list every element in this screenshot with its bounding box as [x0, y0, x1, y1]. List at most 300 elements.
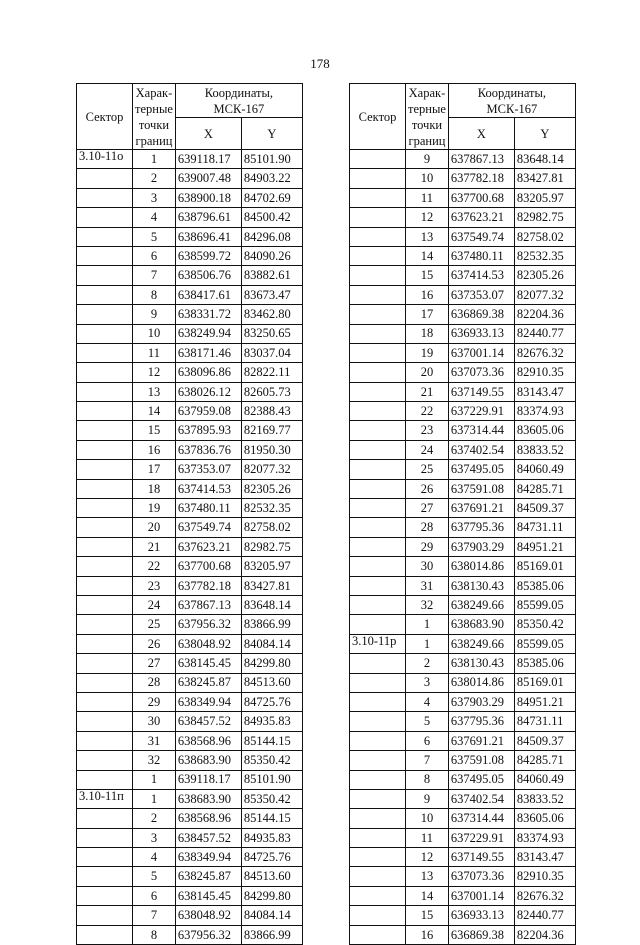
x-coordinate-cell: 637495.05 [448, 770, 514, 789]
table-row [77, 537, 303, 556]
x-coordinate-cell: 637903.29 [448, 537, 514, 556]
sector-cell [350, 324, 406, 343]
point-number-cell: 24 [406, 440, 449, 459]
table-row [350, 751, 576, 770]
x-coordinate-cell: 638683.90 [175, 751, 241, 770]
sector-cell [350, 499, 406, 518]
sector-cell [350, 867, 406, 886]
point-number-cell: 1 [133, 150, 176, 169]
sector-cell [350, 654, 406, 673]
x-coordinate-cell: 637480.11 [175, 499, 241, 518]
point-number-cell: 30 [406, 557, 449, 576]
header-points: Харак- терные точки границ [133, 84, 176, 150]
table-row [77, 305, 303, 324]
point-number-cell: 21 [406, 382, 449, 401]
table-row [77, 925, 303, 944]
sector-cell [350, 925, 406, 944]
point-number-cell: 6 [133, 246, 176, 265]
y-coordinate-cell: 82077.32 [241, 460, 302, 479]
y-coordinate-cell: 83427.81 [241, 576, 302, 595]
header-sector: Сектор [350, 84, 406, 150]
sector-cell [77, 886, 133, 905]
sector-cell [350, 770, 406, 789]
sector-cell [77, 848, 133, 867]
point-number-cell: 19 [406, 343, 449, 362]
y-coordinate-cell: 83374.93 [514, 828, 575, 847]
x-coordinate-cell: 637402.54 [448, 789, 514, 808]
x-coordinate-cell: 637353.07 [448, 285, 514, 304]
table-row [350, 169, 576, 188]
table-row [77, 479, 303, 498]
sector-cell [350, 285, 406, 304]
x-coordinate-cell: 638249.66 [448, 634, 514, 653]
y-coordinate-cell: 84296.08 [241, 227, 302, 246]
y-coordinate-cell: 83605.06 [514, 421, 575, 440]
x-coordinate-cell: 637956.32 [175, 615, 241, 634]
point-number-cell: 30 [133, 712, 176, 731]
table-row [350, 557, 576, 576]
table-row [350, 867, 576, 886]
point-number-cell: 9 [133, 305, 176, 324]
table-row [350, 692, 576, 711]
sector-cell [77, 906, 133, 925]
sector-cell [77, 557, 133, 576]
y-coordinate-cell: 83833.52 [514, 440, 575, 459]
x-coordinate-cell: 637495.05 [448, 460, 514, 479]
table-row [350, 227, 576, 246]
point-number-cell: 10 [406, 809, 449, 828]
sector-cell [350, 246, 406, 265]
sector-cell [350, 557, 406, 576]
x-coordinate-cell: 638900.18 [175, 188, 241, 207]
sector-cell [350, 576, 406, 595]
x-coordinate-cell: 638457.52 [175, 712, 241, 731]
y-coordinate-cell: 83866.99 [241, 615, 302, 634]
sector-cell [77, 673, 133, 692]
table-row [350, 925, 576, 944]
y-coordinate-cell: 82982.75 [241, 537, 302, 556]
x-coordinate-cell: 637795.36 [448, 712, 514, 731]
y-coordinate-cell: 82532.35 [514, 246, 575, 265]
x-coordinate-cell: 636933.13 [448, 324, 514, 343]
sector-cell [77, 266, 133, 285]
sector-cell [350, 789, 406, 808]
x-coordinate-cell: 638130.43 [448, 576, 514, 595]
point-number-cell: 8 [133, 925, 176, 944]
sector-cell [77, 867, 133, 886]
table-row [350, 654, 576, 673]
y-coordinate-cell: 85144.15 [241, 731, 302, 750]
y-coordinate-cell: 82305.26 [241, 479, 302, 498]
table-row [350, 499, 576, 518]
sector-cell [77, 285, 133, 304]
point-number-cell: 27 [133, 654, 176, 673]
sector-cell [350, 886, 406, 905]
point-number-cell: 15 [406, 266, 449, 285]
y-coordinate-cell: 82204.36 [514, 305, 575, 324]
point-number-cell: 1 [406, 634, 449, 653]
x-coordinate-cell: 637149.55 [448, 382, 514, 401]
x-coordinate-cell: 638026.12 [175, 382, 241, 401]
x-coordinate-cell: 637414.53 [175, 479, 241, 498]
point-number-cell: 15 [406, 906, 449, 925]
table-row [77, 828, 303, 847]
y-coordinate-cell: 83374.93 [514, 402, 575, 421]
point-number-cell: 23 [406, 421, 449, 440]
sector-cell [350, 363, 406, 382]
table-row [350, 440, 576, 459]
table-row [350, 634, 576, 653]
table-row [350, 285, 576, 304]
x-coordinate-cell: 637691.21 [448, 731, 514, 750]
point-number-cell: 16 [406, 925, 449, 944]
point-number-cell: 8 [406, 770, 449, 789]
y-coordinate-cell: 84513.60 [241, 867, 302, 886]
x-coordinate-cell: 638014.86 [448, 557, 514, 576]
y-coordinate-cell: 84060.49 [514, 770, 575, 789]
point-number-cell: 16 [406, 285, 449, 304]
sector-cell [77, 809, 133, 828]
sector-cell [350, 188, 406, 207]
sector-cell [77, 246, 133, 265]
table-row [77, 324, 303, 343]
sector-cell [350, 208, 406, 227]
table-row [77, 208, 303, 227]
y-coordinate-cell: 83866.99 [241, 925, 302, 944]
sector-cell [350, 343, 406, 362]
x-coordinate-cell: 639118.17 [175, 770, 241, 789]
y-coordinate-cell: 84702.69 [241, 188, 302, 207]
table-row [350, 266, 576, 285]
y-coordinate-cell: 81950.30 [241, 440, 302, 459]
point-number-cell: 14 [406, 886, 449, 905]
x-coordinate-cell: 638171.46 [175, 343, 241, 362]
table-row [77, 382, 303, 401]
table-body-left [77, 150, 303, 945]
table-row [77, 692, 303, 711]
y-coordinate-cell: 84951.21 [514, 537, 575, 556]
sector-cell [77, 382, 133, 401]
table-row [350, 886, 576, 905]
point-number-cell: 4 [133, 208, 176, 227]
y-coordinate-cell: 83205.97 [241, 557, 302, 576]
y-coordinate-cell: 84935.83 [241, 712, 302, 731]
x-coordinate-cell: 637903.29 [448, 692, 514, 711]
point-number-cell: 5 [133, 227, 176, 246]
point-number-cell: 1 [406, 615, 449, 634]
y-coordinate-cell: 83648.14 [514, 150, 575, 169]
y-coordinate-cell: 85101.90 [241, 770, 302, 789]
x-coordinate-cell: 638145.45 [175, 886, 241, 905]
y-coordinate-cell: 82077.32 [514, 285, 575, 304]
y-coordinate-cell: 82440.77 [514, 906, 575, 925]
sector-cell [77, 499, 133, 518]
point-number-cell: 31 [133, 731, 176, 750]
x-coordinate-cell: 638417.61 [175, 285, 241, 304]
x-coordinate-cell: 637591.08 [448, 479, 514, 498]
table-row [77, 460, 303, 479]
table-row [77, 557, 303, 576]
table-row [77, 848, 303, 867]
x-coordinate-cell: 637895.93 [175, 421, 241, 440]
x-coordinate-cell: 639007.48 [175, 169, 241, 188]
table-row [77, 906, 303, 925]
point-number-cell: 13 [133, 382, 176, 401]
table-row [77, 402, 303, 421]
x-coordinate-cell: 637700.68 [175, 557, 241, 576]
sector-cell [350, 518, 406, 537]
y-coordinate-cell: 84509.37 [514, 731, 575, 750]
point-number-cell: 4 [133, 848, 176, 867]
sector-cell [350, 828, 406, 847]
table-row [77, 150, 303, 169]
point-number-cell: 3 [133, 188, 176, 207]
x-coordinate-cell: 638796.61 [175, 208, 241, 227]
point-number-cell: 24 [133, 595, 176, 614]
y-coordinate-cell: 84903.22 [241, 169, 302, 188]
y-coordinate-cell: 84731.11 [514, 712, 575, 731]
x-coordinate-cell: 638245.87 [175, 673, 241, 692]
point-number-cell: 19 [133, 499, 176, 518]
header-x: X [448, 118, 514, 150]
y-coordinate-cell: 85350.42 [514, 615, 575, 634]
table-row [350, 576, 576, 595]
sector-cell [77, 305, 133, 324]
sector-cell: 3.10-11п [77, 789, 133, 808]
sector-cell [350, 227, 406, 246]
table-row [77, 809, 303, 828]
y-coordinate-cell: 82910.35 [514, 867, 575, 886]
table-row [77, 421, 303, 440]
y-coordinate-cell: 83250.65 [241, 324, 302, 343]
point-number-cell: 32 [406, 595, 449, 614]
x-coordinate-cell: 637591.08 [448, 751, 514, 770]
sector-cell [77, 518, 133, 537]
point-number-cell: 18 [133, 479, 176, 498]
y-coordinate-cell: 85599.05 [514, 634, 575, 653]
point-number-cell: 7 [133, 266, 176, 285]
x-coordinate-cell: 638457.52 [175, 828, 241, 847]
point-number-cell: 7 [406, 751, 449, 770]
x-coordinate-cell: 637549.74 [175, 518, 241, 537]
y-coordinate-cell: 83462.80 [241, 305, 302, 324]
y-coordinate-cell: 83143.47 [514, 848, 575, 867]
table-row [350, 828, 576, 847]
table-row [77, 227, 303, 246]
y-coordinate-cell: 82758.02 [514, 227, 575, 246]
sector-cell [350, 402, 406, 421]
sector-cell [77, 731, 133, 750]
sector-cell [77, 169, 133, 188]
y-coordinate-cell: 82982.75 [514, 208, 575, 227]
x-coordinate-cell: 638245.87 [175, 867, 241, 886]
table-row [350, 731, 576, 750]
table-row [350, 615, 576, 634]
sector-cell [77, 654, 133, 673]
sector-cell [77, 343, 133, 362]
point-number-cell: 25 [406, 460, 449, 479]
y-coordinate-cell: 83037.04 [241, 343, 302, 362]
point-number-cell: 6 [406, 731, 449, 750]
table-row [77, 654, 303, 673]
point-number-cell: 11 [133, 343, 176, 362]
y-coordinate-cell: 84299.80 [241, 654, 302, 673]
sector-cell [350, 731, 406, 750]
x-coordinate-cell: 638096.86 [175, 363, 241, 382]
sector-cell [77, 751, 133, 770]
y-coordinate-cell: 84951.21 [514, 692, 575, 711]
x-coordinate-cell: 637001.14 [448, 886, 514, 905]
point-number-cell: 11 [406, 188, 449, 207]
header-y: Y [241, 118, 302, 150]
table-row [350, 324, 576, 343]
y-coordinate-cell: 82204.36 [514, 925, 575, 944]
sector-cell [77, 770, 133, 789]
x-coordinate-cell: 637782.18 [448, 169, 514, 188]
point-number-cell: 22 [133, 557, 176, 576]
table-row [350, 848, 576, 867]
point-number-cell: 22 [406, 402, 449, 421]
header-coordinates: Координаты, МСК-167 [175, 84, 302, 118]
sector-cell [77, 615, 133, 634]
point-number-cell: 26 [406, 479, 449, 498]
point-number-cell: 20 [133, 518, 176, 537]
x-coordinate-cell: 637402.54 [448, 440, 514, 459]
y-coordinate-cell: 83673.47 [241, 285, 302, 304]
y-coordinate-cell: 84060.49 [514, 460, 575, 479]
y-coordinate-cell: 82440.77 [514, 324, 575, 343]
point-number-cell: 5 [133, 867, 176, 886]
table-row [350, 150, 576, 169]
point-number-cell: 6 [133, 886, 176, 905]
y-coordinate-cell: 84285.71 [514, 479, 575, 498]
point-number-cell: 9 [406, 789, 449, 808]
y-coordinate-cell: 83605.06 [514, 809, 575, 828]
table-row [350, 460, 576, 479]
point-number-cell: 27 [406, 499, 449, 518]
header-coordinates: Координаты, МСК-167 [448, 84, 575, 118]
table-row [350, 305, 576, 324]
point-number-cell: 1 [133, 770, 176, 789]
y-coordinate-cell: 85385.06 [514, 654, 575, 673]
y-coordinate-cell: 84090.26 [241, 246, 302, 265]
x-coordinate-cell: 637956.32 [175, 925, 241, 944]
x-coordinate-cell: 637691.21 [448, 499, 514, 518]
y-coordinate-cell: 82822.11 [241, 363, 302, 382]
point-number-cell: 16 [133, 440, 176, 459]
sector-cell [77, 402, 133, 421]
point-number-cell: 13 [406, 867, 449, 886]
table-row [77, 634, 303, 653]
table-row [350, 208, 576, 227]
point-number-cell: 3 [406, 673, 449, 692]
table-row [350, 595, 576, 614]
x-coordinate-cell: 637795.36 [448, 518, 514, 537]
y-coordinate-cell: 82910.35 [514, 363, 575, 382]
table-row [77, 169, 303, 188]
x-coordinate-cell: 637073.36 [448, 363, 514, 382]
sector-cell [350, 751, 406, 770]
table-row [77, 518, 303, 537]
table-row [350, 809, 576, 828]
point-number-cell: 13 [406, 227, 449, 246]
x-coordinate-cell: 638349.94 [175, 848, 241, 867]
x-coordinate-cell: 637782.18 [175, 576, 241, 595]
x-coordinate-cell: 638349.94 [175, 692, 241, 711]
sector-cell [350, 615, 406, 634]
y-coordinate-cell: 85350.42 [241, 789, 302, 808]
point-number-cell: 8 [133, 285, 176, 304]
table-row [350, 673, 576, 692]
table-row [77, 576, 303, 595]
table-row [77, 246, 303, 265]
y-coordinate-cell: 84725.76 [241, 848, 302, 867]
y-coordinate-cell: 85169.01 [514, 557, 575, 576]
point-number-cell: 17 [406, 305, 449, 324]
x-coordinate-cell: 638683.90 [175, 789, 241, 808]
y-coordinate-cell: 84084.14 [241, 906, 302, 925]
x-coordinate-cell: 637623.21 [175, 537, 241, 556]
sector-cell [77, 595, 133, 614]
y-coordinate-cell: 82532.35 [241, 499, 302, 518]
x-coordinate-cell: 637623.21 [448, 208, 514, 227]
x-coordinate-cell: 638568.96 [175, 731, 241, 750]
table-row [77, 673, 303, 692]
y-coordinate-cell: 83427.81 [514, 169, 575, 188]
sector-cell [77, 828, 133, 847]
point-number-cell: 29 [133, 692, 176, 711]
sector-cell [77, 324, 133, 343]
table-row [77, 363, 303, 382]
table-row [350, 188, 576, 207]
point-number-cell: 28 [133, 673, 176, 692]
point-number-cell: 2 [133, 809, 176, 828]
table-row [77, 440, 303, 459]
sector-cell [350, 479, 406, 498]
y-coordinate-cell: 82676.32 [514, 343, 575, 362]
header-points: Харак- терные точки границ [406, 84, 449, 150]
point-number-cell: 15 [133, 421, 176, 440]
y-coordinate-cell: 84500.42 [241, 208, 302, 227]
sector-cell [350, 266, 406, 285]
x-coordinate-cell: 638696.41 [175, 227, 241, 246]
point-number-cell: 12 [406, 848, 449, 867]
sector-cell [77, 634, 133, 653]
y-coordinate-cell: 82676.32 [514, 886, 575, 905]
table-row [350, 246, 576, 265]
table-row [350, 421, 576, 440]
x-coordinate-cell: 638249.66 [448, 595, 514, 614]
y-coordinate-cell: 83143.47 [514, 382, 575, 401]
header-sector: Сектор [77, 84, 133, 150]
x-coordinate-cell: 638014.86 [448, 673, 514, 692]
x-coordinate-cell: 638048.92 [175, 906, 241, 925]
point-number-cell: 10 [406, 169, 449, 188]
x-coordinate-cell: 638249.94 [175, 324, 241, 343]
y-coordinate-cell: 85385.06 [514, 576, 575, 595]
table-row [350, 770, 576, 789]
x-coordinate-cell: 637314.44 [448, 421, 514, 440]
y-coordinate-cell: 85144.15 [241, 809, 302, 828]
y-coordinate-cell: 85169.01 [514, 673, 575, 692]
x-coordinate-cell: 638130.43 [448, 654, 514, 673]
point-number-cell: 18 [406, 324, 449, 343]
y-coordinate-cell: 85350.42 [241, 751, 302, 770]
sector-cell: 3.10-11р [350, 634, 406, 653]
point-number-cell: 23 [133, 576, 176, 595]
y-coordinate-cell: 82388.43 [241, 402, 302, 421]
table-row [77, 731, 303, 750]
